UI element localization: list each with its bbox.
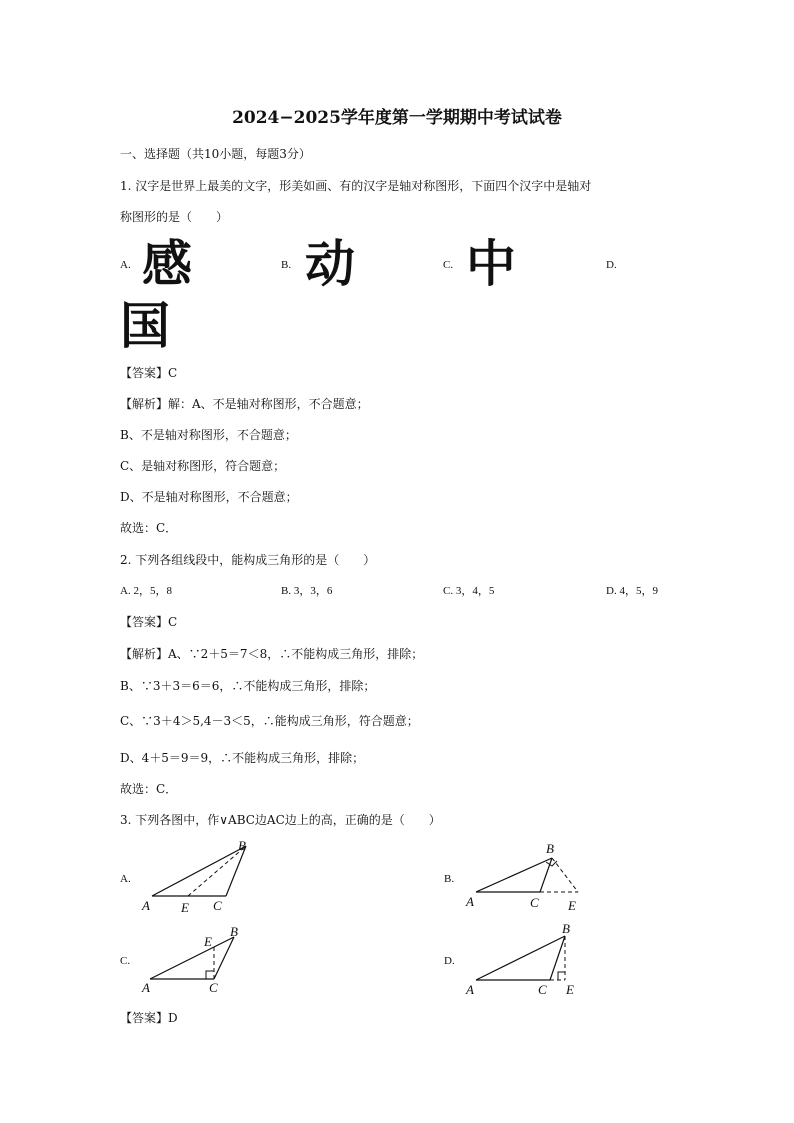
q3-stem: 3. 下列各图中，作∨ABC边AC边上的高，正确的是（ ） xyxy=(120,813,441,827)
q1-stem-line2: 称图形的是（ ） xyxy=(120,210,229,224)
q1-analysis-line: B、不是轴对称图形，不合题意； xyxy=(120,428,297,442)
q1-analysis-line: C、是轴对称图形，符合题意； xyxy=(120,459,286,473)
q1-stem-line1: 1. 汉字是世界上最美的文字，形美如画、有的汉字是轴对称图形，下面四个汉字中是轴对 xyxy=(120,179,592,193)
q2-analysis-line: 故选：C． xyxy=(120,782,178,796)
page-title: 2024−2025学年度第一学期期中考试试卷 xyxy=(232,108,562,128)
q3-option-c-label: C. xyxy=(120,955,131,967)
q1-option-c-label: C. xyxy=(443,259,454,271)
q1-analysis-line: 【解析】解：A、不是轴对称图形，不合题意； xyxy=(120,397,369,411)
q2-analysis-line: C、∵3＋4＞5,4－3＜5，∴能构成三角形，符合题意； xyxy=(120,714,419,728)
point-label-a: A xyxy=(142,898,150,913)
point-label-b: B xyxy=(546,841,554,856)
q1-option-c-char: 中 xyxy=(466,235,516,293)
q1-option-b-label: B. xyxy=(281,259,292,271)
point-label-b: B xyxy=(230,924,238,939)
q2-option-d: D. 4，5，9 xyxy=(606,585,658,597)
point-label-a: A xyxy=(466,894,474,909)
point-label-e: E xyxy=(204,934,212,949)
q3-answer: 【答案】D xyxy=(120,1011,178,1025)
q2-option-a: A. 2，5，8 xyxy=(120,585,172,597)
q2-stem: 2. 下列各组线段中，能构成三角形的是（ ） xyxy=(120,553,376,567)
q3-option-b-label: B. xyxy=(444,873,455,885)
point-label-a: A xyxy=(142,980,150,995)
q1-option-b-char: 动 xyxy=(305,235,355,293)
q2-analysis-line: B、∵3＋3＝6＝6，∴不能构成三角形，排除； xyxy=(120,679,376,693)
point-label-c: C xyxy=(213,898,222,913)
q3-option-a-label: A. xyxy=(120,873,131,885)
q2-option-c: C. 3，4，5 xyxy=(443,585,495,597)
point-label-c: C xyxy=(530,895,539,910)
q1-analysis-line: D、不是轴对称图形，不合题意； xyxy=(120,490,298,504)
q2-answer: 【答案】C xyxy=(120,615,178,629)
section-heading: 一、选择题（共10小题，每题3分） xyxy=(120,147,311,161)
point-label-e: E xyxy=(566,982,574,997)
q1-analysis-line: 故选：C． xyxy=(120,521,178,535)
q3-option-d-label: D. xyxy=(444,955,455,967)
point-label-b: B xyxy=(238,838,246,853)
point-label-e: E xyxy=(568,898,576,913)
q2-option-b: B. 3，3，6 xyxy=(281,585,333,597)
q1-answer: 【答案】C xyxy=(120,366,178,380)
q1-option-d-label: D. xyxy=(606,259,617,271)
point-label-e: E xyxy=(181,900,189,915)
q1-option-a-char: 感 xyxy=(142,235,192,293)
point-label-a: A xyxy=(466,982,474,997)
q2-analysis-line: D、4＋5＝9＝9，∴不能构成三角形，排除； xyxy=(120,751,365,765)
q2-analysis-line: 【解析】A、∵2＋5＝7＜8，∴不能构成三角形，排除； xyxy=(120,647,424,661)
point-label-c: C xyxy=(209,980,218,995)
point-label-c: C xyxy=(538,982,547,997)
point-label-b: B xyxy=(562,921,570,936)
q1-option-a-label: A. xyxy=(120,259,131,271)
q1-option-d-char: 国 xyxy=(120,297,170,355)
